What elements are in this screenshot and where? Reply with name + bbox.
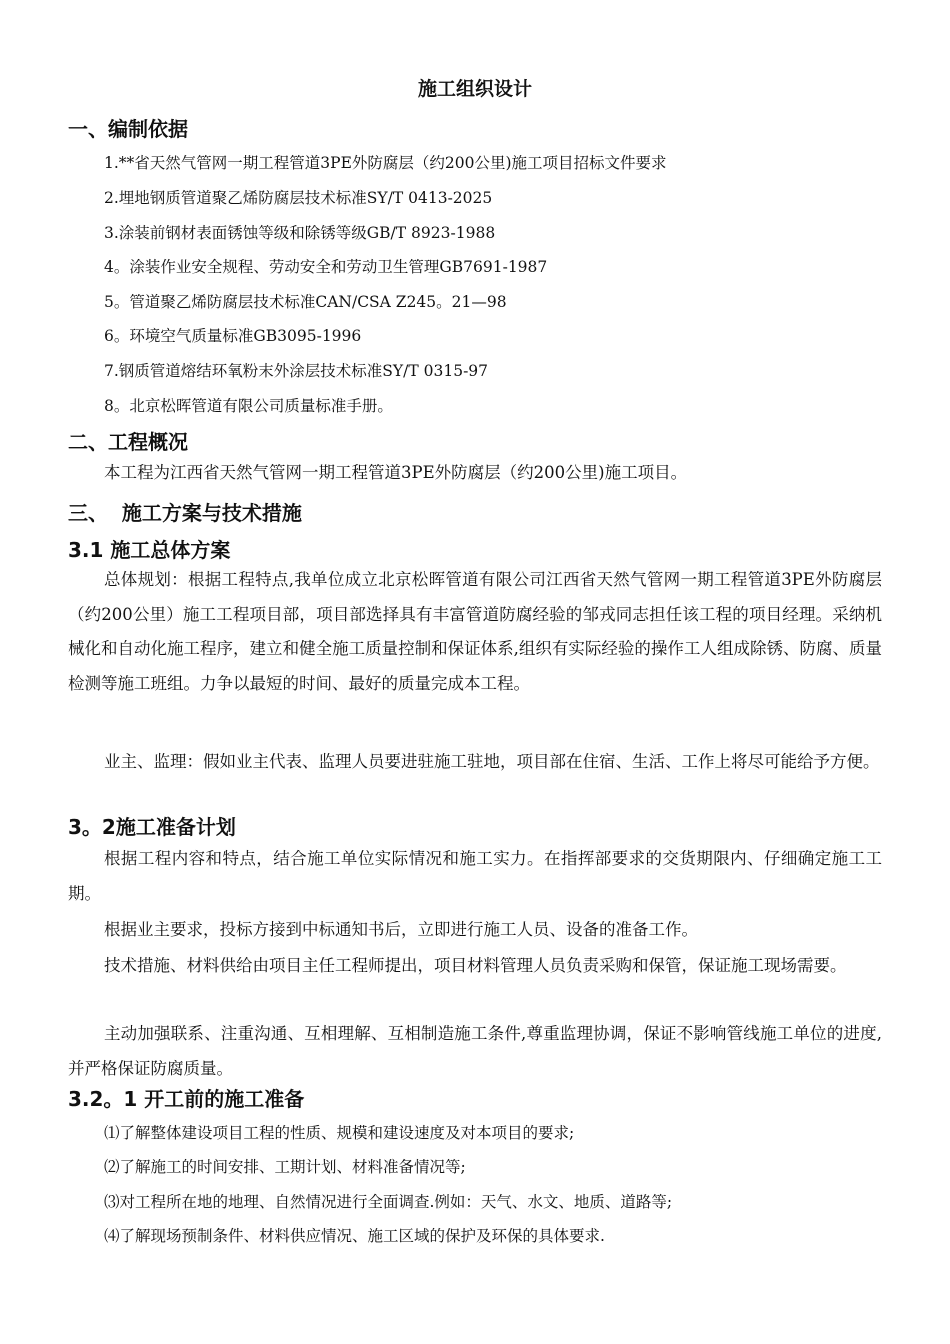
section-heading-plan: 三、 施工方案与技术措施 [68,501,302,525]
basis-item-6: 6。环境空气质量标准GB3095-1996 [104,327,362,345]
pre-start-item-1: ⑴了解整体建设项目工程的性质、规模和建设速度及对本项目的要求; [104,1124,575,1142]
section-heading-basis: 一、编制依据 [68,117,188,141]
subsection-heading-3-2-1: 3.2。1 开工前的施工准备 [68,1087,305,1111]
basis-item-7: 7.钢质管道熔结环氧粉末外涂层技术标准SY/T 0315-97 [104,362,489,380]
prep-paragraph-3: 技术措施、材料供给由项目主任工程师提出，项目材料管理人员负责采购和保管，保证施工现场需要。 [104,956,847,975]
overview-paragraph: 本工程为江西省天然气管网一期工程管道3PE外防腐层（约200公里)施工项目。 [104,463,688,482]
basis-item-1: 1.**省天然气管网一期工程管道3PE外防腐层（约200公里)施工项目招标文件要求 [104,154,667,172]
basis-item-5: 5。管道聚乙烯防腐层技术标准CAN/CSA Z245。21—98 [104,293,507,311]
basis-item-4: 4。涂装作业安全规程、劳动安全和劳动卫生管理GB7691-1987 [104,258,548,276]
basis-item-3: 3.涂装前钢材表面锈蚀等级和除锈等级GB/T 8923-1988 [104,224,496,242]
overall-plan-paragraph: 总体规划：根据工程特点,我单位成立北京松晖管道有限公司江西省天然气管网一期工程管道3PE外防腐层（约200公里）施工工程项目部，项目部选择具有丰富管道防腐经验的邹戎同志担任该工程的项目经理。采纳机械化和自动化施工程序，建立和健全施工质量控制和保证体系,组织有实际经验的操作工人组成除锈、防腐、质量检测等施工班组。力争以最短的时间、最好的质量完成本工程。 [68,570,882,693]
owner-supervision-paragraph: 业主、监理：假如业主代表、监理人员要进驻施工驻地，项目部在住宿、生活、工作上将尽可能给予方便。 [104,752,880,771]
prep-paragraph-1: 根据工程内容和特点，结合施工单位实际情况和施工实力。在指挥部要求的交货期限内、仔细确定施工工期。 [68,849,882,903]
prep-paragraph-2: 根据业主要求，投标方接到中标通知书后，立即进行施工人员、设备的准备工作。 [104,920,698,939]
basis-item-2: 2.埋地钢质管道聚乙烯防腐层技术标准SY/T 0413-2025 [104,189,493,207]
pre-start-item-4: ⑷了解现场预制条件、材料供应情况、施工区域的保护及环保的具体要求. [104,1227,605,1245]
pre-start-item-3: ⑶对工程所在地的地理、自然情况进行全面调查.例如：天气、水文、地质、道路等; [104,1193,673,1211]
section-heading-overview: 二、工程概况 [68,430,188,454]
prep-paragraph-4: 主动加强联系、注重沟通、互相理解、互相制造施工条件,尊重监理协调，保证不影响管线施工单位的进度,并严格保证防腐质量。 [68,1024,882,1078]
subsection-heading-3-1: 3.1 施工总体方案 [68,538,231,562]
document-title: 施工组织设计 [417,78,532,100]
subsection-heading-3-2: 3。2施工准备计划 [68,815,236,839]
pre-start-item-2: ⑵了解施工的时间安排、工期计划、材料准备情况等; [104,1158,466,1176]
basis-item-8: 8。北京松晖管道有限公司质量标准手册。 [104,397,393,415]
